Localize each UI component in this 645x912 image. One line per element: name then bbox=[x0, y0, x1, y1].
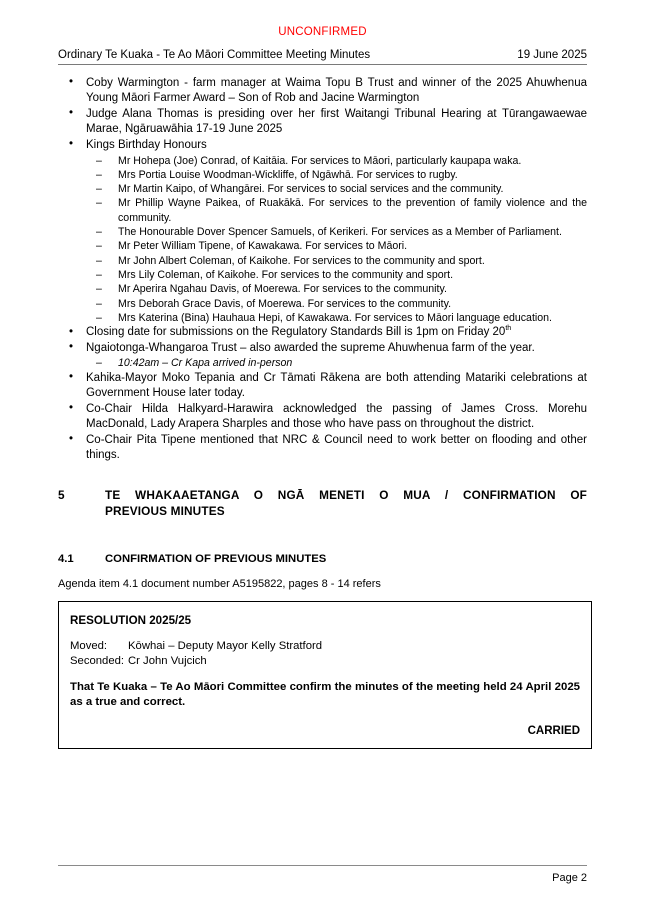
header-date: 19 June 2025 bbox=[517, 48, 587, 61]
ordinal-suffix: th bbox=[505, 324, 512, 333]
agenda-reference: Agenda item 4.1 document number A5195822, pages 8 - 14 refers bbox=[58, 578, 381, 591]
list-item: – Mrs Portia Louise Woodman-Wickliffe, of Ngāwhā. For services to rugby. bbox=[86, 168, 587, 182]
section-title-line1: TE WHAKAAETANGA O NGĀ MENETI O MUA / CONFIRMATION OF bbox=[105, 488, 587, 503]
subsection-number: 4.1 bbox=[58, 552, 74, 565]
section-number: 5 bbox=[58, 488, 65, 503]
list-item-text: Ngaiotonga-Whangaroa Trust – also awarded the supreme Ahuwhenua farm of the year. bbox=[86, 341, 535, 354]
status-stamp: UNCONFIRMED bbox=[278, 26, 367, 38]
resolution-box bbox=[58, 601, 592, 749]
list-item: – 10:42am – Cr Kapa arrived in-person bbox=[86, 356, 587, 370]
list-item: – Mr Phillip Wayne Paikea, of Ruakākā. For services to the prevention of family violence and the community. bbox=[86, 196, 587, 225]
list-item: • Judge Alana Thomas is presiding over her first Waitangi Tribunal Hearing at Tūrangawaewae Marae, Ngāruawāhia 17-19 June 2025 bbox=[58, 107, 587, 138]
subsection-heading-4-1 bbox=[58, 552, 587, 567]
page-header bbox=[58, 39, 587, 65]
moved-label: Moved: bbox=[70, 640, 108, 653]
list-item: • Kings Birthday Honours bbox=[58, 138, 587, 154]
moved-value: Kōwhai – Deputy Mayor Kelly Stratford bbox=[128, 640, 323, 653]
seconded-value: Cr John Vujcich bbox=[128, 654, 207, 667]
list-item bbox=[58, 341, 587, 371]
list-item: – Mr Peter William Tipene, of Kawakawa. For services to Māori. bbox=[86, 239, 587, 253]
resolution-body: That Te Kuaka – Te Ao Māori Committee confirm the minutes of the meeting held 24 April 2025 as a true and correct. bbox=[70, 680, 580, 709]
page-number: Page 2 bbox=[552, 872, 587, 884]
page-footer bbox=[58, 865, 587, 884]
section-heading-5 bbox=[58, 488, 587, 520]
list-item bbox=[58, 325, 587, 341]
list-item: – Mr Aperira Ngahau Davis, of Moerewa. For services to the community. bbox=[86, 282, 587, 296]
section-title-line2: PREVIOUS MINUTES bbox=[105, 503, 225, 518]
list-item: • Kahika-Mayor Moko Tepania and Cr Tāmati Rākena are both attending Matariki celebrations at Government House later today. bbox=[58, 371, 587, 402]
subsection-title: CONFIRMATION OF PREVIOUS MINUTES bbox=[105, 552, 327, 565]
list-item: – The Honourable Dover Spencer Samuels, of Kerikeri. For services as a Member of Parliament. bbox=[86, 225, 587, 239]
arrival-note-list bbox=[86, 356, 587, 370]
resolution-movers bbox=[70, 639, 580, 669]
header-title: Ordinary Te Kuaka - Te Ao Māori Committee Meeting Minutes bbox=[58, 48, 371, 61]
page-content bbox=[58, 65, 587, 749]
list-item: – Mrs Katerina (Bina) Hauhaua Hepi, of Kawakawa. For services to Māori language education. bbox=[86, 311, 587, 325]
honours-list bbox=[86, 154, 587, 326]
honours-sublist-wrapper bbox=[58, 154, 587, 326]
list-item: • Coby Warmington - farm manager at Waima Topu B Trust and winner of the 2025 Ahuwhenua Young Māori Farmer Award – Son of Rob and Jacine Warmington bbox=[58, 76, 587, 107]
seconded-label: Seconded: bbox=[70, 654, 125, 667]
list-item: • Co-Chair Pita Tipene mentioned that NRC & Council need to work better on flooding and other things. bbox=[58, 433, 587, 464]
resolution-title: RESOLUTION 2025/25 bbox=[70, 613, 192, 627]
list-item: • Co-Chair Hilda Halkyard-Harawira acknowledged the passing of James Cross. Morehu MacDonald, Lady Arapera Sharples and those who have pass on throughout the district. bbox=[58, 402, 587, 433]
seconded-row bbox=[70, 654, 580, 669]
list-item: – Mrs Lily Coleman, of Kaikohe. For services to the community and sport. bbox=[86, 268, 587, 282]
section-title bbox=[105, 488, 587, 520]
minutes-bullet-list bbox=[58, 76, 587, 464]
resolution-outcome: CARRIED bbox=[527, 724, 580, 737]
list-item: – Mr Martin Kaipo, of Whangārei. For services to social services and the community. bbox=[86, 182, 587, 196]
list-item: – Mr John Albert Coleman, of Kaikohe. For services to the community and sport. bbox=[86, 254, 587, 268]
list-item: – Mr Hohepa (Joe) Conrad, of Kaitāia. For services to Māori, particularly kaupapa waka. bbox=[86, 154, 587, 168]
moved-row bbox=[70, 639, 580, 654]
list-item: – Mrs Deborah Grace Davis, of Moerewa. For services to the community. bbox=[86, 297, 587, 311]
list-item-text: Closing date for submissions on the Regulatory Standards Bill is 1pm on Friday 20 bbox=[86, 326, 506, 339]
